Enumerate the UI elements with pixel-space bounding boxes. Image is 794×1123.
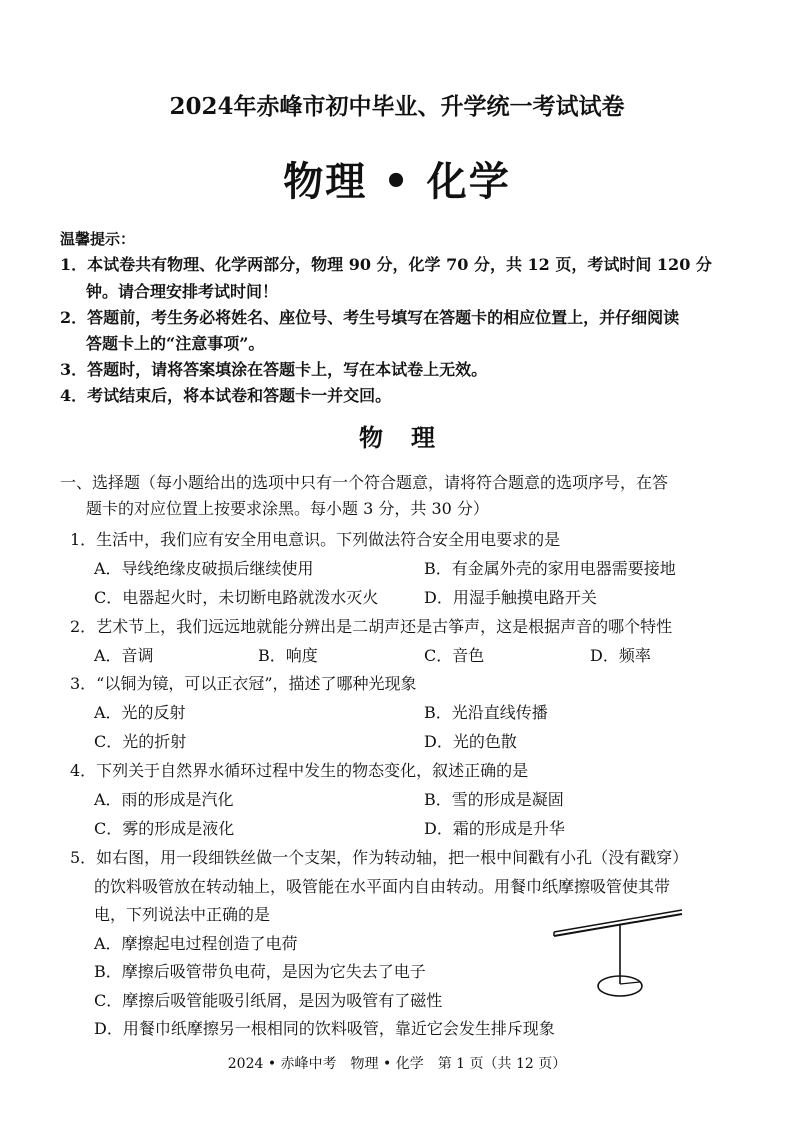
part1-instruction-line-1: 一、选择题（每小题给出的选项中只有一个符合题意，请将符合题意的选项序号，在答 — [60, 473, 669, 492]
part1-instruction-line-2: 题卡的对应位置上按要求涂黑。每小题 3 分，共 30 分） — [86, 499, 489, 518]
q3-option-d: D．光的色散 — [424, 732, 517, 751]
q3-option-b: B．光沿直线传播 — [424, 703, 548, 722]
page-footer: 2024 • 赤峰中考 物理 • 化学 第 1 页（共 12 页） — [227, 1056, 567, 1072]
q1-option-b: B．有金属外壳的家用电器需要接地 — [424, 559, 676, 578]
q1-option-a: A．导线绝缘皮破损后继续使用 — [94, 559, 314, 578]
q2-stem: 2．艺术节上，我们远远地就能分辨出是二胡声还是古筝声，这是根据声音的哪个特性 — [70, 617, 673, 636]
section-title: 物理 — [359, 423, 463, 452]
straw — [554, 910, 682, 936]
q4-option-a: A．雨的形成是汽化 — [94, 790, 234, 809]
straw-stand-figure — [548, 900, 688, 1005]
q1-option-c: C．电器起火时，未切断电路就泼水灭火 — [94, 588, 379, 607]
q5-option-a: A．摩擦起电过程创造了电荷 — [94, 934, 298, 953]
q5-option-d: D．用餐巾纸摩擦另一根相同的饮料吸管，靠近它会发生排斥现象 — [94, 1019, 555, 1038]
tip-2-line-1: 2．答题前，考生务必将姓名、座位号、考生号填写在答题卡的相应位置上，并仔细阅读 — [60, 308, 680, 327]
q4-stem: 4．下列关于自然界水循环过程中发生的物态变化，叙述正确的是 — [70, 761, 529, 780]
subject-title: 物理 • 化学 — [283, 158, 511, 205]
q4-option-d: D．霜的形成是升华 — [424, 819, 565, 838]
q3-option-c: C．光的折射 — [94, 732, 187, 751]
stand-foot — [620, 982, 640, 984]
q5-option-c: C．摩擦后吸管能吸引纸屑，是因为吸管有了磁性 — [94, 991, 443, 1010]
q4-option-c: C．雾的形成是液化 — [94, 819, 235, 838]
tip-1-line-2: 钟。请合理安排考试时间！ — [86, 282, 279, 301]
tip-3: 3．答题时，请将答案填涂在答题卡上，写在本试卷上无效。 — [60, 360, 488, 379]
q3-stem: 3．“以铜为镜，可以正衣冠”，描述了哪种光现象 — [70, 674, 417, 693]
tip-4: 4．考试结束后，将本试卷和答题卡一并交回。 — [60, 386, 392, 405]
q2-option-b: B．响度 — [258, 646, 318, 665]
q2-option-a: A．音调 — [94, 646, 154, 665]
q2-option-c: C．音色 — [424, 646, 485, 665]
q3-option-a: A．光的反射 — [94, 703, 186, 722]
q5-option-b: B．摩擦后吸管带负电荷，是因为它失去了电子 — [94, 962, 426, 981]
q2-option-d: D．频率 — [590, 646, 651, 665]
tip-2-line-2: 答题卡上的“注意事项”。 — [86, 334, 265, 353]
q1-option-d: D．用湿手触摸电路开关 — [424, 588, 597, 607]
q5-stem-line-2: 的饮料吸管放在转动轴上，吸管能在水平面内自由转动。用餐巾纸摩擦吸管使其带 — [94, 877, 671, 896]
exam-title: 2024年赤峰市初中毕业、升学统一考试试卷 — [169, 93, 625, 120]
q4-option-b: B．雪的形成是凝固 — [424, 790, 564, 809]
q5-stem-line-3: 电，下列说法中正确的是 — [94, 905, 271, 924]
tip-1-line-1: 1．本试卷共有物理、化学两部分，物理 90 分，化学 70 分，共 12 页，考试时间 120 分 — [60, 255, 712, 274]
q5-stem-line-1: 5．如右图，用一段细铁丝做一个支架，作为转动轴，把一根中间戳有小孔（没有戳穿） — [70, 848, 689, 867]
tips-label: 温馨提示： — [60, 230, 136, 248]
q1-stem: 1．生活中，我们应有安全用电意识。下列做法符合安全用电要求的是 — [70, 530, 561, 549]
